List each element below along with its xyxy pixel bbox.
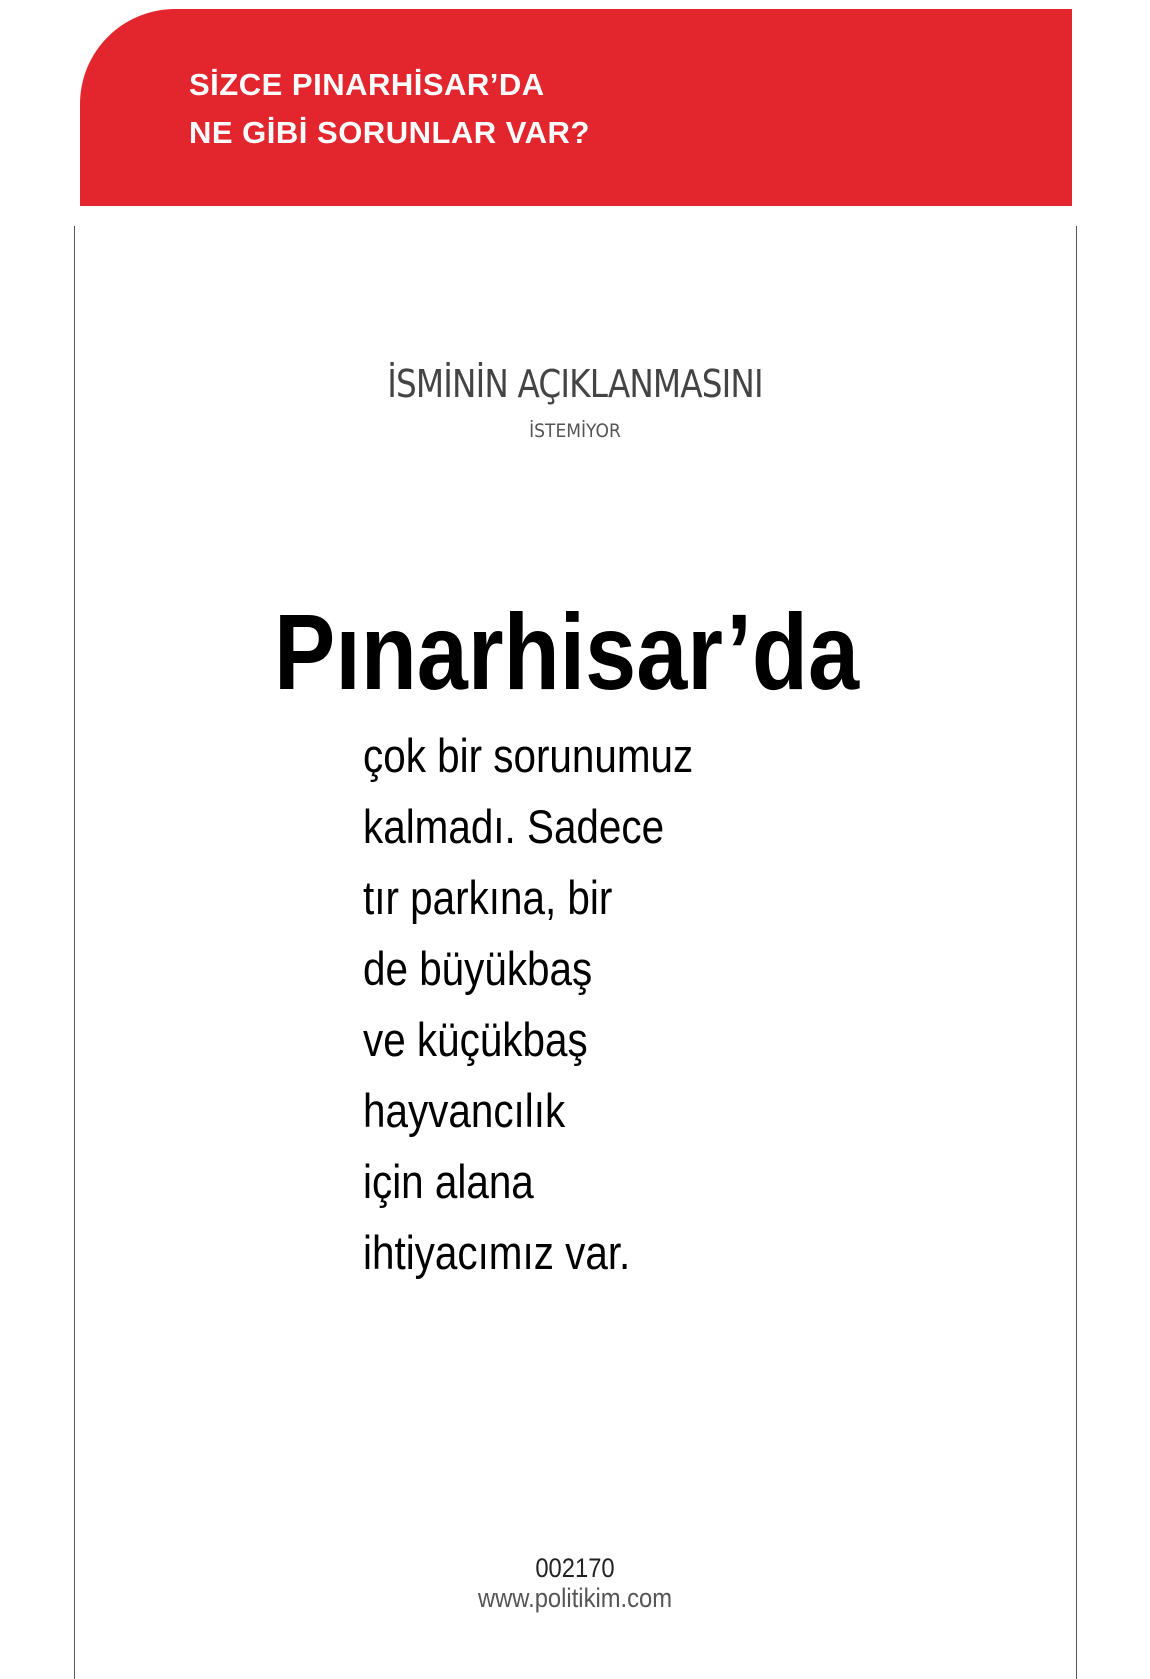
quote-line: tır parkına, bir [363,871,613,924]
quote-line: de büyükbaş [363,942,593,995]
frame-right-border [1076,226,1077,1679]
quote-line: ve küçükbaş [363,1013,588,1066]
quote-body [363,720,747,1288]
frame-left-border [74,226,75,1679]
quote-headline: Pınarhisar’da [274,591,860,712]
footer-code: 002170 [535,1553,615,1583]
quote-line: ihtiyacımız var. [363,1226,631,1279]
attribution-sub: İSTEMİYOR [529,420,621,442]
quote-line: hayvancılık [363,1084,566,1137]
attribution-main: İSMİNİN AÇIKLANMASINI [387,362,763,406]
header-banner [80,9,1072,206]
footer-url: www.politikim.com [477,1583,673,1613]
quote-line: kalmadı. Sadece [363,800,665,853]
header-title-line-1: SİZCE PINARHİSAR’DA [189,67,545,102]
quote-line: için alana [363,1155,534,1208]
quote-line: çok bir sorunumuz [363,729,694,782]
header-title-line-2: NE GİBİ SORUNLAR VAR? [189,115,590,150]
